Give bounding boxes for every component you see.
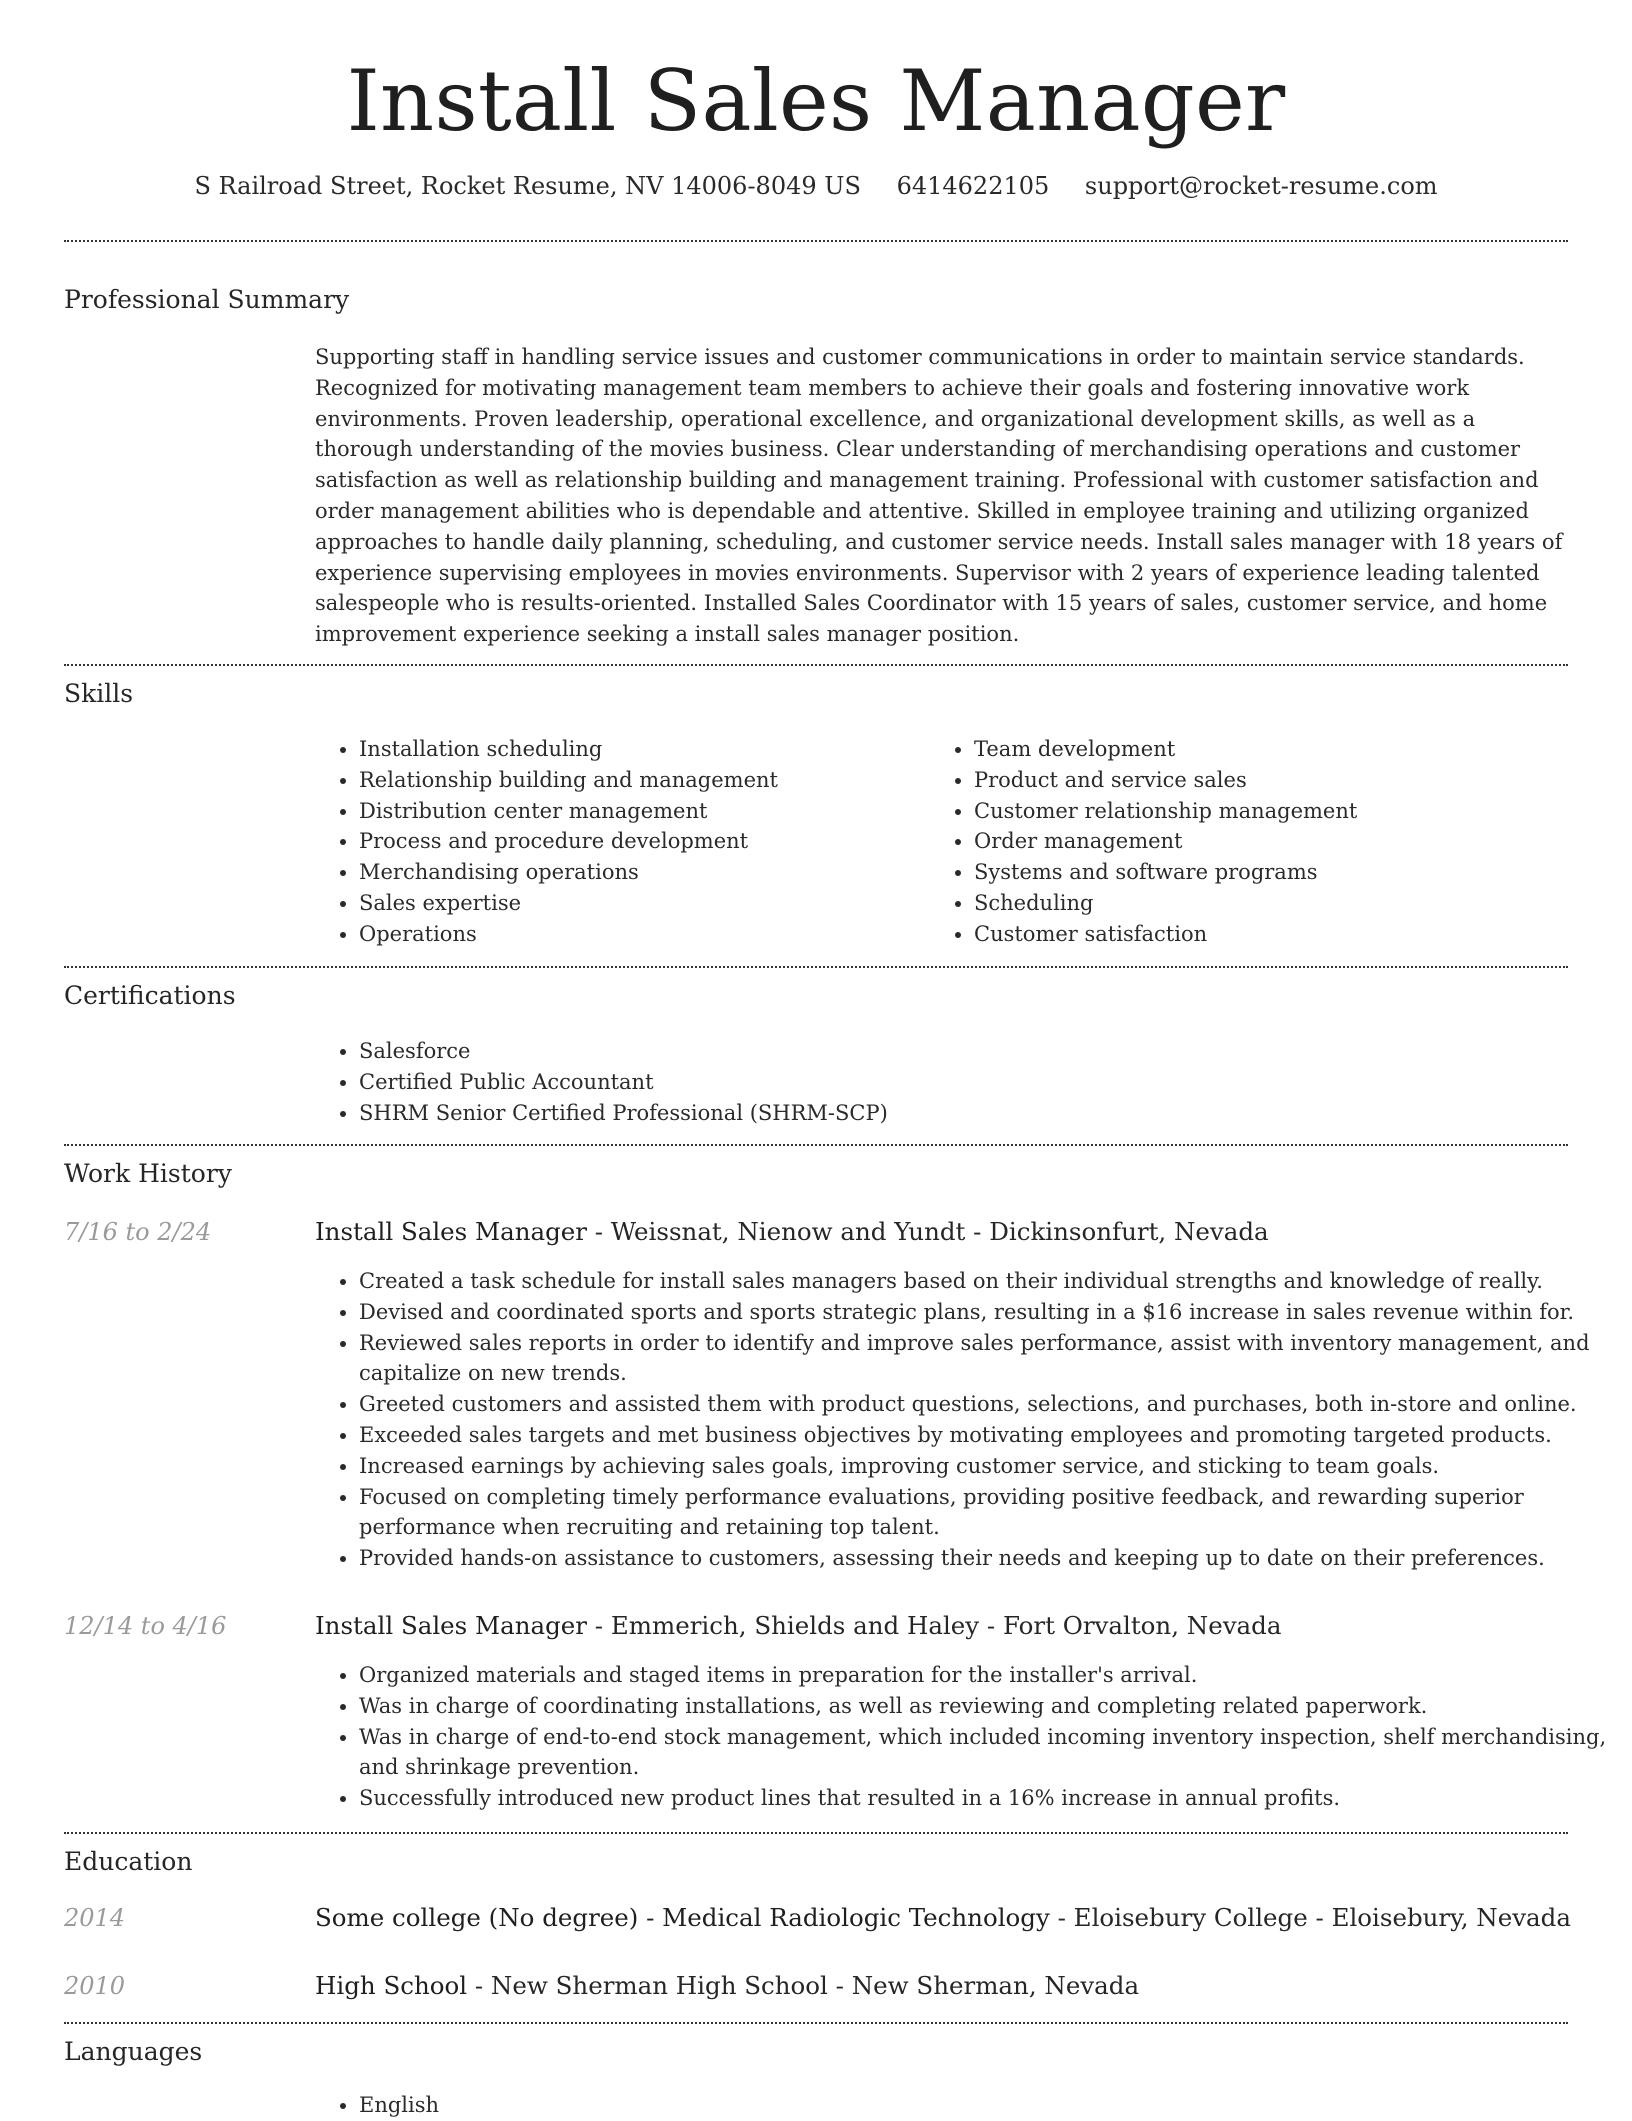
skill-item: • Distribution center management — [359, 796, 929, 827]
summary-text: Supporting staff in handling service issues and customer communications in order to maintain service standards. Recognized for motivating management team members to achieve their goals and fostering innovative work environments. Proven leadership, operational excellence, and organizational development skills, as well as a thorough understanding of the movies business. Clear understanding of merchandising operations and customer satisfaction as well as relationship building and management training. Professional with customer satisfaction and order management abilities who is dependable and attentive. Skilled in employee training and utilizing organized approaches to handle daily planning, scheduling, and customer service needs. Install sales manager with 18 years of experience supervising employees in movies environments. Supervisor with 2 years of experience leading talented salespeople who is results-oriented. Installed Sales Coordinator with 15 years of sales, customer service, and home improvement experience seeking a install sales manager position. — [315, 345, 1563, 647]
job-bullet: • Organized materials and staged items in preparation for the installer's arrival. — [359, 1660, 1612, 1691]
certification-item: • Salesforce — [359, 1036, 1569, 1067]
section-title-education: Education — [64, 1847, 193, 1876]
job-employer: - Weissnat, Nienow and Yundt - Dickinsonfurt, Nevada — [587, 1217, 1269, 1246]
section-title-certifications: Certifications — [64, 981, 236, 1010]
work-divider — [64, 1832, 1568, 1834]
job-bullet: • Focused on completing timely performance evaluations, providing positive feedback, and rewarding superior performance when recruiting and retaining top talent. — [359, 1482, 1612, 1544]
education-year: 2014 — [64, 1904, 126, 1932]
contact-phone: 6414622105 — [896, 172, 1050, 200]
skill-item: • Customer relationship management — [974, 796, 1574, 827]
contact-email: support@rocket-resume.com — [1084, 172, 1438, 200]
languages-list — [315, 2090, 959, 2121]
skill-item: • Order management — [974, 826, 1574, 857]
skill-item: • Team development — [974, 734, 1574, 765]
summary-divider — [64, 664, 1568, 666]
skill-item: • Process and procedure development — [359, 826, 929, 857]
skill-item: • Scheduling — [974, 888, 1574, 919]
skills-list-right — [930, 734, 1574, 950]
job-bullet: • Was in charge of end-to-end stock management, which included incoming inventory inspection, shelf merchandising, and shrinkage prevention. — [359, 1722, 1612, 1784]
education-entry — [315, 1902, 1571, 1934]
education-degree: High School — [315, 1971, 468, 2000]
header-divider — [64, 240, 1568, 242]
job-employer: - Emmerich, Shields and Haley - Fort Orvalton, Nevada — [587, 1611, 1282, 1640]
section-title-skills: Skills — [64, 679, 134, 708]
job-bullet: • Created a task schedule for install sales managers based on their individual strengths and knowledge of really. — [359, 1266, 1612, 1297]
job-dates: 7/16 to 2/24 — [64, 1218, 212, 1246]
job-dates: 12/14 to 4/16 — [64, 1612, 227, 1640]
section-title-languages: Languages — [64, 2037, 203, 2066]
job-bullet: • Increased earnings by achieving sales goals, improving customer service, and sticking to team goals. — [359, 1451, 1612, 1482]
education-divider — [64, 2022, 1568, 2024]
certification-item: • Certified Public Accountant — [359, 1067, 1569, 1098]
job-role: Install Sales Manager — [315, 1217, 588, 1246]
skill-item: • Installation scheduling — [359, 734, 929, 765]
skill-item: • Relationship building and management — [359, 765, 929, 796]
certifications-list — [315, 1036, 1569, 1128]
job-bullet: • Reviewed sales reports in order to identify and improve sales performance, assist with inventory management, and capitalize on new trends. — [359, 1328, 1612, 1390]
job-title — [315, 1216, 1269, 1248]
skill-item: • Merchandising operations — [359, 857, 929, 888]
certification-item: • SHRM Senior Certified Professional (SHRM-SCP) — [359, 1098, 1569, 1129]
job-bullets — [315, 1660, 1612, 1814]
job-role: Install Sales Manager — [315, 1611, 588, 1640]
education-year: 2010 — [64, 1972, 126, 2000]
section-title-work-history: Work History — [64, 1159, 232, 1188]
skill-item: • Operations — [359, 919, 929, 950]
skill-item: • Product and service sales — [974, 765, 1574, 796]
job-bullet: • Devised and coordinated sports and sports strategic plans, resulting in a $16 increase in sales revenue within for. — [359, 1297, 1612, 1328]
resume-name: Install Sales Manager — [346, 52, 1286, 150]
skill-item: • Systems and software programs — [974, 857, 1574, 888]
skill-item: • Sales expertise — [359, 888, 929, 919]
language-item: • English — [359, 2090, 959, 2121]
skills-list-left — [315, 734, 929, 950]
education-school: - New Sherman High School - New Sherman, Nevada — [467, 1971, 1140, 2000]
job-bullet: • Exceeded sales targets and met business objectives by motivating employees and promoting targeted products. — [359, 1420, 1612, 1451]
job-title — [315, 1610, 1281, 1642]
education-school: - Eloisebury College - Eloisebury, Nevada — [1049, 1903, 1571, 1932]
contact-line — [0, 170, 1632, 202]
contact-address: S Railroad Street, Rocket Resume, NV 14006-8049 US — [194, 172, 861, 200]
education-degree: Some college (No degree) - Medical Radiologic Technology — [315, 1903, 1050, 1932]
education-entry — [315, 1970, 1139, 2002]
job-bullet: • Successfully introduced new product lines that resulted in a 16% increase in annual profits. — [359, 1783, 1612, 1814]
job-bullet: • Was in charge of coordinating installations, as well as reviewing and completing related paperwork. — [359, 1691, 1612, 1722]
skills-divider — [64, 966, 1568, 968]
certifications-divider — [64, 1144, 1568, 1146]
job-bullet: • Provided hands-on assistance to customers, assessing their needs and keeping up to date on their preferences. — [359, 1543, 1612, 1574]
section-title-summary: Professional Summary — [64, 285, 350, 314]
skill-item: • Customer satisfaction — [974, 919, 1574, 950]
job-bullet: • Greeted customers and assisted them with product questions, selections, and purchases, both in-store and online. — [359, 1389, 1612, 1420]
job-bullets — [315, 1266, 1612, 1574]
